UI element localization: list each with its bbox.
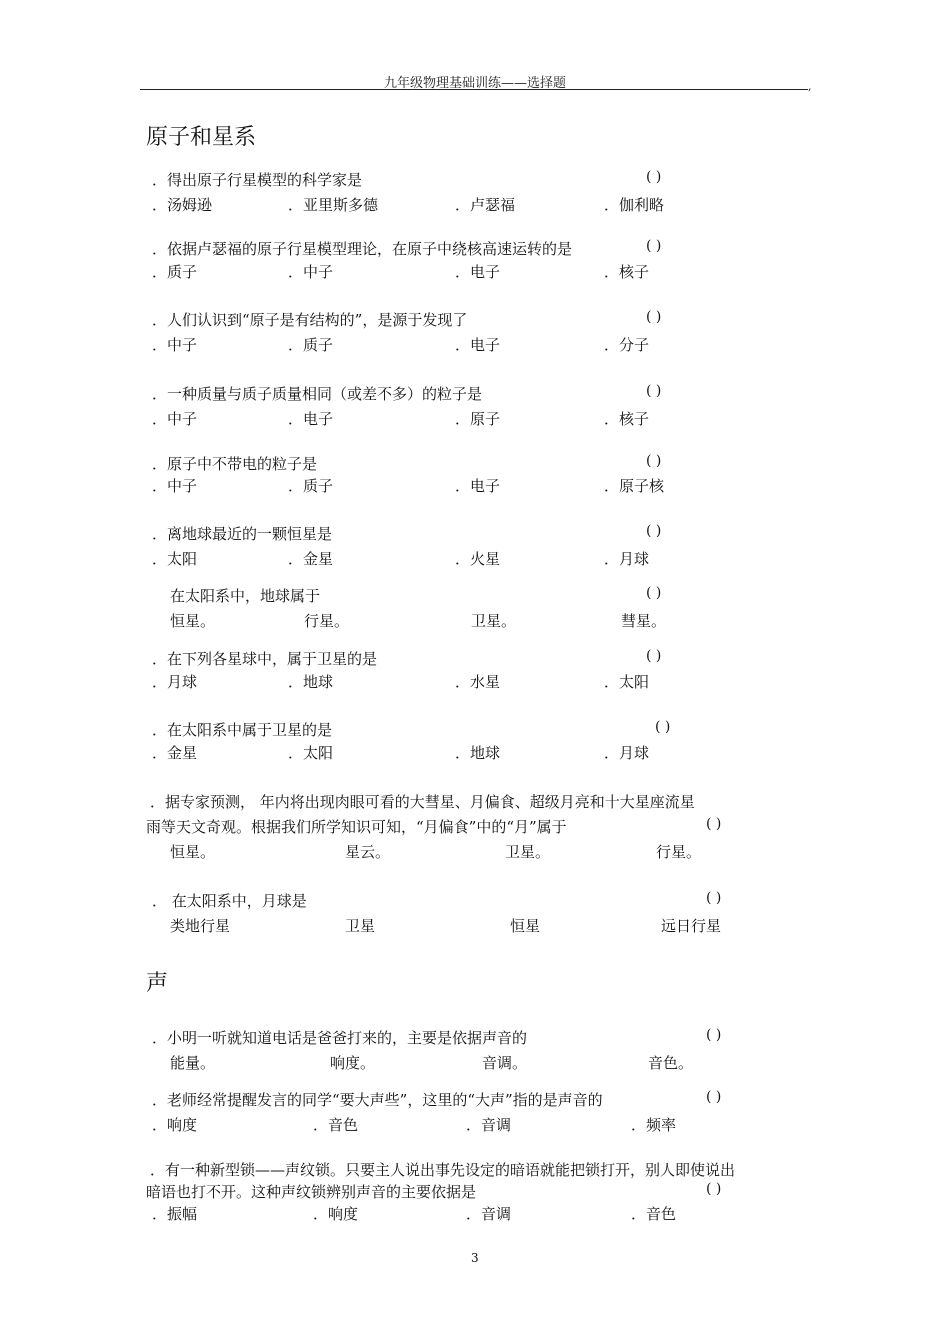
option-d: ．分子 [604, 336, 650, 354]
option-c: ．电子 [455, 477, 501, 495]
answer-bracket: ( ) [646, 383, 662, 399]
option-b: ．地球 [288, 673, 334, 691]
answer-bracket: ( ) [706, 1027, 722, 1043]
option-d: ．月球 [604, 744, 650, 762]
answer-bracket: ( ) [646, 523, 662, 539]
answer-bracket: ( ) [646, 309, 662, 325]
header-rule [140, 89, 808, 90]
question-stem: ．人们认识到“原子是有结构的”，是源于发现了 [152, 311, 468, 329]
option-a: ．金星 [152, 744, 198, 762]
page-header: 九年级物理基础训练——选择题 [383, 76, 566, 91]
option-b: ．电子 [288, 410, 334, 428]
answer-bracket: ( ) [646, 169, 662, 185]
option-b: 星云。 [345, 843, 391, 861]
option-c: ．地球 [455, 744, 501, 762]
option-c: ．卢瑟福 [455, 196, 516, 214]
option-c: ．原子 [455, 410, 501, 428]
answer-bracket: ( ) [646, 648, 662, 664]
option-b: ．质子 [288, 336, 334, 354]
option-a: 恒星。 [170, 843, 216, 861]
question-stem-line2: 暗语也打不开。这种声纹锁辨别声音的主要依据是 [146, 1183, 477, 1201]
question-stem: ．一种质量与质子质量相同（或差不多）的粒子是 [152, 385, 483, 403]
option-b: 卫星 [345, 917, 376, 935]
option-c: 恒星 [510, 917, 541, 935]
option-c: ．火星 [455, 550, 501, 568]
option-d: ．月球 [604, 550, 650, 568]
option-c: ．电子 [455, 336, 501, 354]
option-a: 类地行星 [170, 917, 231, 935]
option-a: ．太阳 [152, 550, 198, 568]
option-a: ．响度 [152, 1116, 198, 1134]
question-stem-line2: 雨等天文奇观。根据我们所学知识可知，“月偏食”中的“月”属于 [146, 818, 567, 836]
question-stem: ． 在太阳系中，月球是 [152, 892, 307, 910]
answer-bracket: ( ) [706, 816, 722, 832]
option-d: 音色。 [648, 1054, 694, 1072]
question-stem: ．离地球最近的一颗恒星是 [152, 525, 333, 543]
question-stem: ．在太阳系中属于卫星的是 [152, 721, 333, 739]
option-a: ．汤姆逊 [152, 196, 213, 214]
question-stem: ．得出原子行星模型的科学家是 [152, 171, 363, 189]
question-stem: ．小明一听就知道电话是爸爸打来的，主要是依据声音的 [152, 1029, 528, 1047]
option-d: 行星。 [656, 843, 702, 861]
option-a: ．振幅 [152, 1205, 198, 1223]
option-c: 卫星。 [505, 843, 551, 861]
question-stem: ．原子中不带电的粒子是 [152, 455, 318, 473]
option-a: ．中子 [152, 477, 198, 495]
option-d: ．核子 [604, 410, 650, 428]
option-a: 能量。 [170, 1054, 216, 1072]
option-d: ．音色 [631, 1205, 677, 1223]
answer-bracket: ( ) [646, 585, 662, 601]
option-a: ．中子 [152, 410, 198, 428]
option-b: ．音色 [313, 1116, 359, 1134]
option-b: ．响度 [313, 1205, 359, 1223]
option-a: ．中子 [152, 336, 198, 354]
option-a: 恒星。 [170, 612, 216, 630]
option-b: ．亚里斯多德 [288, 196, 379, 214]
option-b: 行星。 [304, 612, 350, 630]
answer-bracket: ( ) [655, 719, 671, 735]
section-title: 声 [146, 971, 169, 996]
answer-bracket: ( ) [706, 1181, 722, 1197]
section-title: 原子和星系 [146, 125, 257, 150]
option-d: ．核子 [604, 263, 650, 281]
answer-bracket: ( ) [646, 453, 662, 469]
option-a: ．月球 [152, 673, 198, 691]
option-d: ．原子核 [604, 477, 665, 495]
header-tick: , [808, 80, 812, 93]
answer-bracket: ( ) [706, 1089, 722, 1105]
option-b: ．质子 [288, 477, 334, 495]
option-b: ．中子 [288, 263, 334, 281]
question-stem-line1: ．有一种新型锁——声纹锁。只要主人说出事先设定的暗语就能把锁打开，别人即使说出 [150, 1161, 736, 1179]
answer-bracket: ( ) [706, 890, 722, 906]
option-d: 彗星。 [621, 612, 667, 630]
question-stem: 在太阳系中，地球属于 [170, 587, 321, 605]
option-b: ．太阳 [288, 744, 334, 762]
question-stem: ．在下列各星球中，属于卫星的是 [152, 650, 378, 668]
option-d: 远日行星 [661, 917, 722, 935]
option-a: ．质子 [152, 263, 198, 281]
option-c: ．电子 [455, 263, 501, 281]
option-b: 响度。 [330, 1054, 376, 1072]
option-c: ．音调 [466, 1205, 512, 1223]
page-number: 3 [471, 1251, 479, 1265]
option-c: 卫星。 [471, 612, 517, 630]
option-c: ．音调 [466, 1116, 512, 1134]
option-d: ．伽利略 [604, 196, 665, 214]
option-d: ．频率 [631, 1116, 677, 1134]
option-c: 音调。 [482, 1054, 528, 1072]
option-c: ．水星 [455, 673, 501, 691]
option-d: ．太阳 [604, 673, 650, 691]
answer-bracket: ( ) [646, 238, 662, 254]
question-stem: ．老师经常提醒发言的同学“要大声些”，这里的“大声”指的是声音的 [152, 1091, 603, 1109]
option-b: ．金星 [288, 550, 334, 568]
question-stem-line1: ．据专家预测， 年内将出现肉眼可看的大彗星、月偏食、超级月亮和十大星座流星 [150, 793, 695, 811]
question-stem: ．依据卢瑟福的原子行星模型理论，在原子中绕核高速运转的是 [152, 240, 573, 258]
